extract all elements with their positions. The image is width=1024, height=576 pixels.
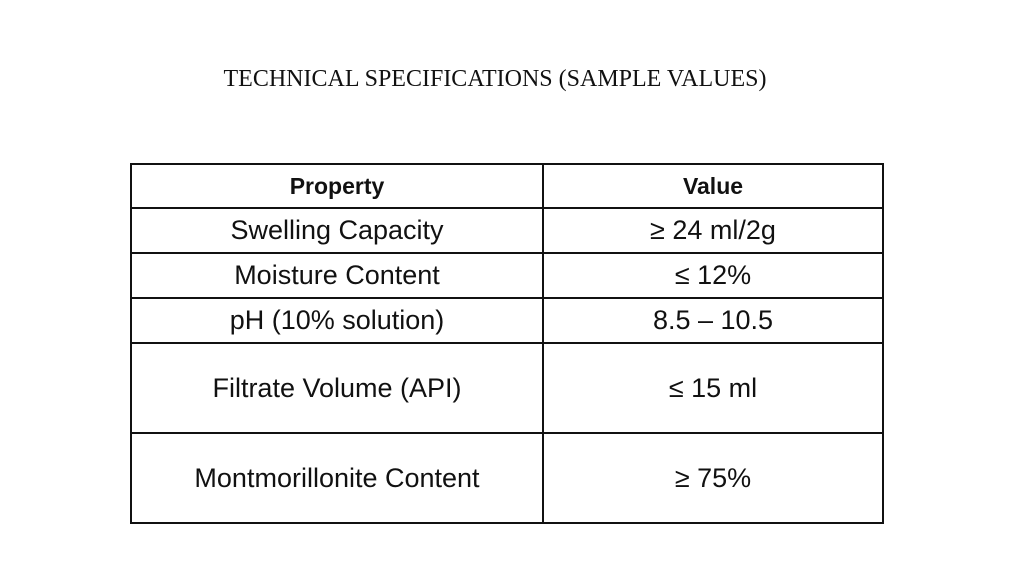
value-cell: 8.5 – 10.5	[543, 298, 883, 343]
value-cell: ≥ 24 ml/2g	[543, 208, 883, 253]
table-header-row	[131, 164, 883, 208]
specifications-table	[130, 163, 884, 524]
table-row	[131, 298, 883, 343]
property-cell: Moisture Content	[131, 253, 543, 298]
column-header-value: Value	[543, 164, 883, 208]
value-cell: ≤ 15 ml	[543, 343, 883, 433]
column-header-property: Property	[131, 164, 543, 208]
table-row	[131, 208, 883, 253]
property-cell: Swelling Capacity	[131, 208, 543, 253]
table-row	[131, 433, 883, 523]
property-cell: pH (10% solution)	[131, 298, 543, 343]
table-row	[131, 343, 883, 433]
table-row	[131, 253, 883, 298]
property-cell: Filtrate Volume (API)	[131, 343, 543, 433]
value-cell: ≤ 12%	[543, 253, 883, 298]
property-cell: Montmorillonite Content	[131, 433, 543, 523]
value-cell: ≥ 75%	[543, 433, 883, 523]
page-title: TECHNICAL SPECIFICATIONS (SAMPLE VALUES)	[223, 66, 767, 92]
